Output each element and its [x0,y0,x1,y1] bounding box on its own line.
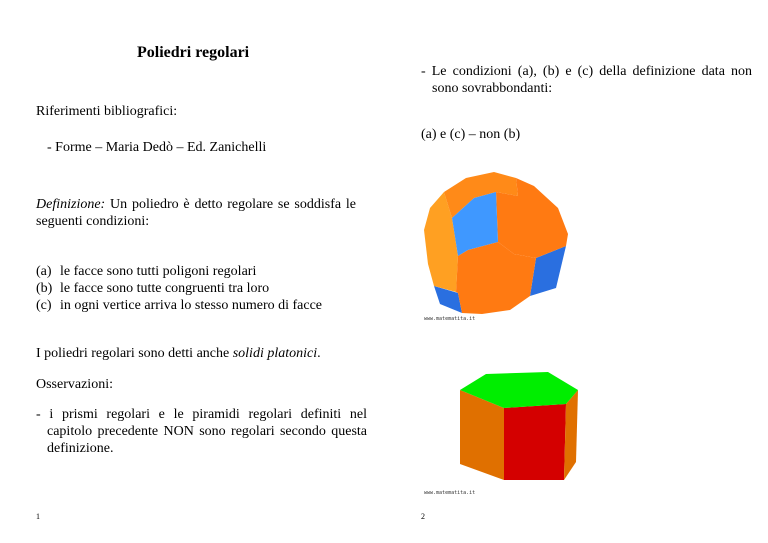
condition-item [36,297,366,314]
definition-text: Un poliedro è detto regolare se soddisfa le seguenti condizioni: [36,197,356,229]
condition-item [36,280,366,297]
polyhedron-octagons-squares-figure [418,168,578,318]
page-number-left: 1 [36,512,40,521]
definition-label: Definizione: [36,197,106,212]
condition-text: le facce sono tutte congruenti tra loro [60,281,270,296]
watermark-top: www.matematita.it [424,316,476,322]
platonic-text: I poliedri regolari sono detti anche [36,346,233,361]
conditions-note: - Le condizioni (a), (b) e (c) della definizione data non sono sovrabbondanti: [421,64,752,96]
page-title: Poliedri regolari [137,44,250,61]
condition-label: (b) [36,281,53,296]
condition-item [36,263,366,280]
condition-text: in ogni vertice arriva lo stesso numero di facce [60,298,323,313]
platonic-term: solidi platonici [232,346,318,361]
hexagonal-prism-figure [448,368,588,493]
condition-label: (c) [36,298,52,313]
condition-label: (a) [36,264,52,279]
conditions-list [36,263,366,314]
platonic-sentence [36,345,321,362]
observations-heading: Osservazioni: [36,377,113,392]
references-heading: Riferimenti bibliografici: [36,104,178,119]
reference-item: - Forme – Maria Dedò – Ed. Zanichelli [47,140,267,155]
answer-text: (a) e (c) – non (b) [421,127,521,142]
prism-side-face-front [504,404,566,480]
platonic-end: . [317,346,321,361]
page-number-right: 2 [421,512,425,521]
definition-paragraph [36,196,356,230]
condition-text: le facce sono tutti poligoni regolari [60,264,257,279]
watermark-bottom: www.matematita.it [424,490,476,496]
observation-item: - i prismi regolari e le piramidi regolari definiti nel capitolo precedente NON sono regolari secondo questa definizione. [36,407,367,456]
